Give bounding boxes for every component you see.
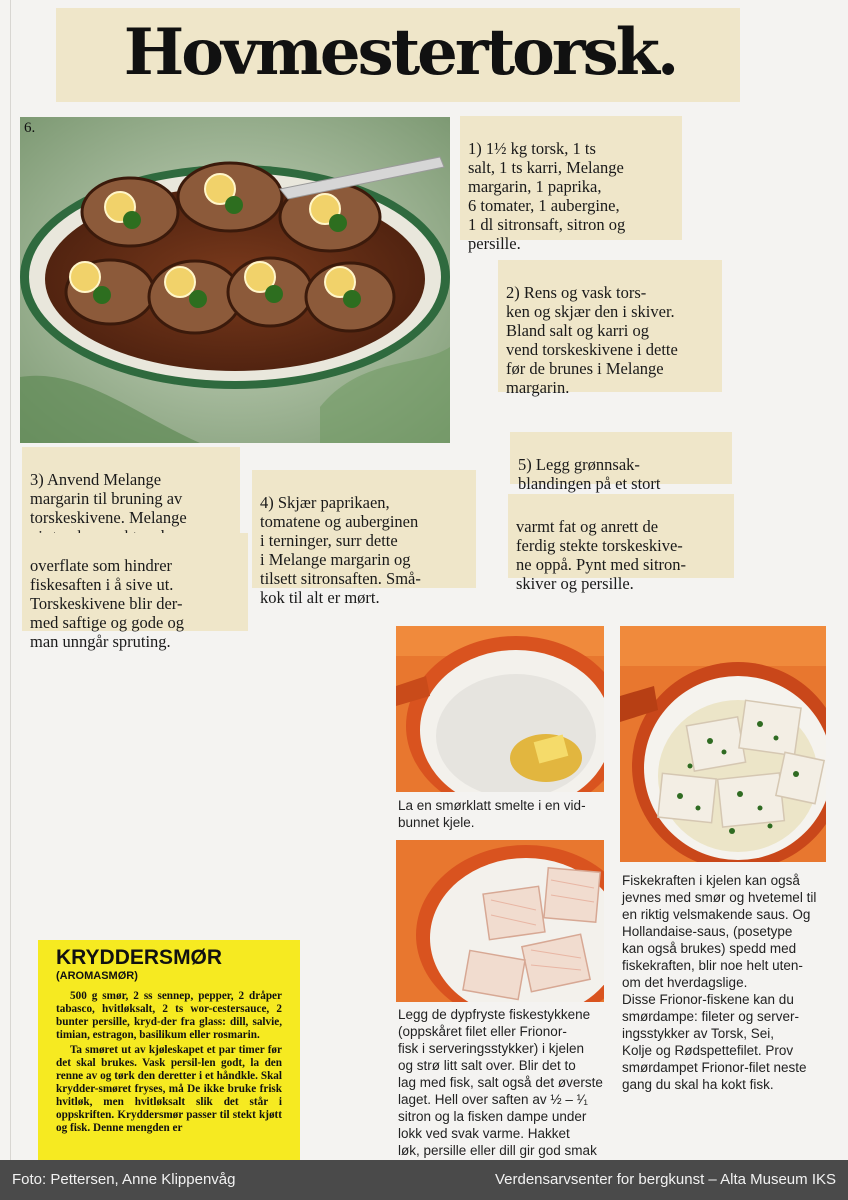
kryddersmor-title: KRYDDERSMØR xyxy=(56,946,223,969)
source-credit: Verdensarvsenter for bergkunst – Alta Museum IKS xyxy=(494,1171,836,1188)
step-3-clipping-bottom xyxy=(22,533,248,651)
step-3-text-part2: overflate som hindrer fiskesaften i å sive ut. Torskeskivene blir der- med saftige og gode og man unngår spruting. xyxy=(30,556,184,651)
footer-bar xyxy=(0,1160,848,1200)
photo-credit: Foto: Pettersen, Anne Klippenvåg xyxy=(12,1171,236,1188)
kryddersmor-instructions: Ta smøret ut av kjøleskapet et par timer før det skal brukes. Vask persil-len godt, la den renne av og tørk den deretter i et håndkle. Skal krydder-smøret fryses, må De ikke bruke frisk hvitløk, men hvitløksalt slik det står i oppskriften. Kryddersmør passer til stekt kjøtt og fisk. Denne mengden er xyxy=(56,1044,282,1134)
step-2-clipping xyxy=(498,260,722,397)
step-5-text-part2: varmt fat og anrett de ferdig stekte torskeskive- ne oppå. Pynt med sitron- skiver og persille. xyxy=(516,517,687,593)
step-4-clipping xyxy=(252,470,476,607)
page-edge xyxy=(10,0,11,1160)
step-3-text-part1: 3) Anvend Melange margarin til bruning av torskeskivene. Melange xyxy=(30,470,187,527)
butter-melting-photo xyxy=(396,626,604,792)
caption-fish-stock: Fiskekraften i kjelen kan også jevnes med smør og hvetemel til en riktig velsmakende saus. Og Hollandaise-saus, (posetype kan også brukes) spedd med fiskekraften, blir noe helt uten- om det hverdagslige. Disse Frionor-fiskene kan du smørdampe: fileter og server- ingsstykker av Torsk, Sei, Kolje og Rødspettefilet. Prov smørdampet Frionor-filet neste gang du skal ha kokt fisk. xyxy=(622,873,817,1092)
step-2-text: 2) Rens og vask tors- ken og skjær den i skiver. Bland salt og karri og vend torskeskivene i dette før de brunes i Melange margarin. xyxy=(506,283,678,397)
fish-pieces-photo xyxy=(396,840,604,1002)
step-1-text: 1) 1½ kg torsk, 1 ts salt, 1 ts karri, Melange margarin, 1 paprika, 6 tomater, 1 aubergine, 1 dl sitronsaft, sitron og persille. xyxy=(468,139,626,253)
step-5-clipping-top xyxy=(510,432,732,493)
fish-with-herbs-photo xyxy=(620,626,826,862)
caption-butter: La en smørklatt smelte i en vid- bunnet kjele. xyxy=(398,798,586,830)
caption-fish-pieces: Legg de dypfryste fiskestykkene (oppskåret filet eller Frionor- fisk i serveringsstykker) i kjelen og strø litt salt over. Blir det to lag med fisk, salt også det øverste laget. Hell over saften av ½ – ¹⁄₁ sitron og la fisken dampe under lokk ved svak varme. Hakket løk, persille eller dill gir god smak xyxy=(398,1007,603,1158)
kryddersmor-box xyxy=(38,940,300,1160)
step-3-clipping-top xyxy=(22,447,240,533)
photo-number: 6. xyxy=(24,120,36,136)
kryddersmor-ingredients: 500 g smør, 2 ss sennep, pepper, 2 dråper tabasco, hvitløksalt, 2 ts wor-cestersauce, 2 bunter persille, kryd-der fra glass: dill, salvie, timian, estragon, basilikum eller rosmarin. xyxy=(56,990,282,1041)
fish-dish-photo xyxy=(20,117,450,443)
step-1-clipping xyxy=(460,116,682,253)
step-5-clipping-bottom xyxy=(508,494,734,593)
step-4-text: 4) Skjær paprikaen, tomatene og auberginen i terninger, surr dette i Melange margarin og tilsett sitronsaften. Små- kok til alt er mørt. xyxy=(260,493,421,607)
page-title: Hovmestertorsk. xyxy=(123,15,677,90)
step-5-text-part1: 5) Legg grønnsak- blandingen på et stort xyxy=(518,455,661,493)
kryddersmor-subtitle: (AROMASMØR) xyxy=(56,970,138,982)
